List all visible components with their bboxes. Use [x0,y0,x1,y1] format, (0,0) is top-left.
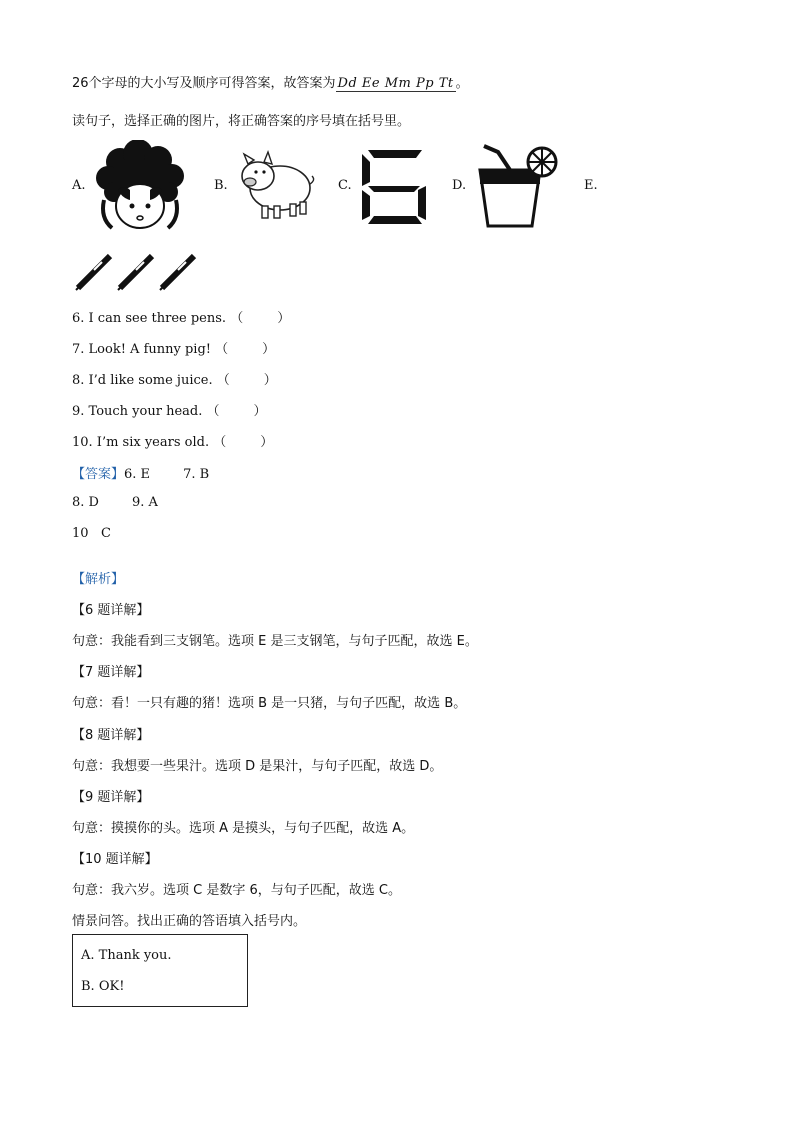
choice-a: A. Thank you. [81,948,172,963]
bracket-close: ） [263,373,277,388]
question-10 [72,431,273,450]
analysis-body-9: 句意：摸摸你的头。选项 A 是摸头，与句子匹配，故选 A。 [72,821,415,836]
choice-b: B. OK! [81,979,125,994]
bracket-open: （ [215,342,229,357]
pig-icon [234,146,316,222]
bracket-close: ） [262,342,276,357]
instruction: 读句子，选择正确的图片，将正确答案的序号填在括号里。 [72,114,411,129]
question-9 [72,400,267,419]
analysis-head-8: 【8 题详解】 [72,728,150,743]
option-e-label: E. [584,178,598,193]
answer-line-3: 10 C [72,526,111,541]
analysis-body-10: 句意：我六岁。选项 C 是数字 6，与句子匹配，故选 C。 [72,883,401,898]
intro-suffix: 。 [455,76,469,91]
juice-glass-icon [470,142,562,230]
analysis-head-7: 【7 题详解】 [72,665,150,680]
answer-values: 6. E 7. B [124,467,210,482]
analysis-head-9: 【9 题详解】 [72,790,150,805]
question-8 [72,369,277,388]
section2-instruction: 情景问答。找出正确的答语填入括号内。 [72,914,307,929]
question-text: 9. Touch your head. [72,404,203,419]
bracket-close: ） [277,311,291,326]
answer-line-1 [72,463,209,482]
question-6 [72,307,290,326]
answer-tag: 【答案】 [72,467,125,482]
boy-touching-head-icon [90,140,190,232]
three-pens-icon [74,250,202,292]
option-a-label: A. [72,178,86,193]
option-c-label: C. [338,178,352,193]
question-text: 7. Look! A funny pig! [72,342,212,357]
analysis-head-10: 【10 题详解】 [72,852,158,867]
bracket-open: （ [206,404,220,419]
analysis-body-7: 句意：看！一只有趣的猪！选项 B 是一只猪，与句子匹配，故选 B。 [72,696,467,711]
option-b-label: B. [214,178,228,193]
bracket-open: （ [213,435,227,450]
question-text: 6. I can see three pens. [72,311,227,326]
option-d-label: D. [452,178,467,193]
intro-answer: Dd Ee Mm Pp Tt [337,76,454,91]
bracket-close: ） [253,404,267,419]
bracket-close: ） [260,435,274,450]
analysis-tag: 【解析】 [72,572,125,587]
question-text: 10. I’m six years old. [72,435,210,450]
intro-prefix: 26个字母的大小写及顺序可得答案，故答案为 [72,76,336,91]
digit-six-icon [360,148,428,226]
answer-line-2: 8. D 9. A [72,495,158,510]
analysis-head-6: 【6 题详解】 [72,603,150,618]
intro-line [72,72,469,91]
analysis-body-6: 句意：我能看到三支钢笔。选项 E 是三支钢笔，与句子匹配，故选 E。 [72,634,478,649]
bracket-open: （ [216,373,230,388]
question-7 [72,338,275,357]
choices-box [72,934,248,1007]
analysis-body-8: 句意：我想要一些果汁。选项 D 是果汁，与句子匹配，故选 D。 [72,759,443,774]
question-text: 8. I’d like some juice. [72,373,213,388]
bracket-open: （ [230,311,244,326]
